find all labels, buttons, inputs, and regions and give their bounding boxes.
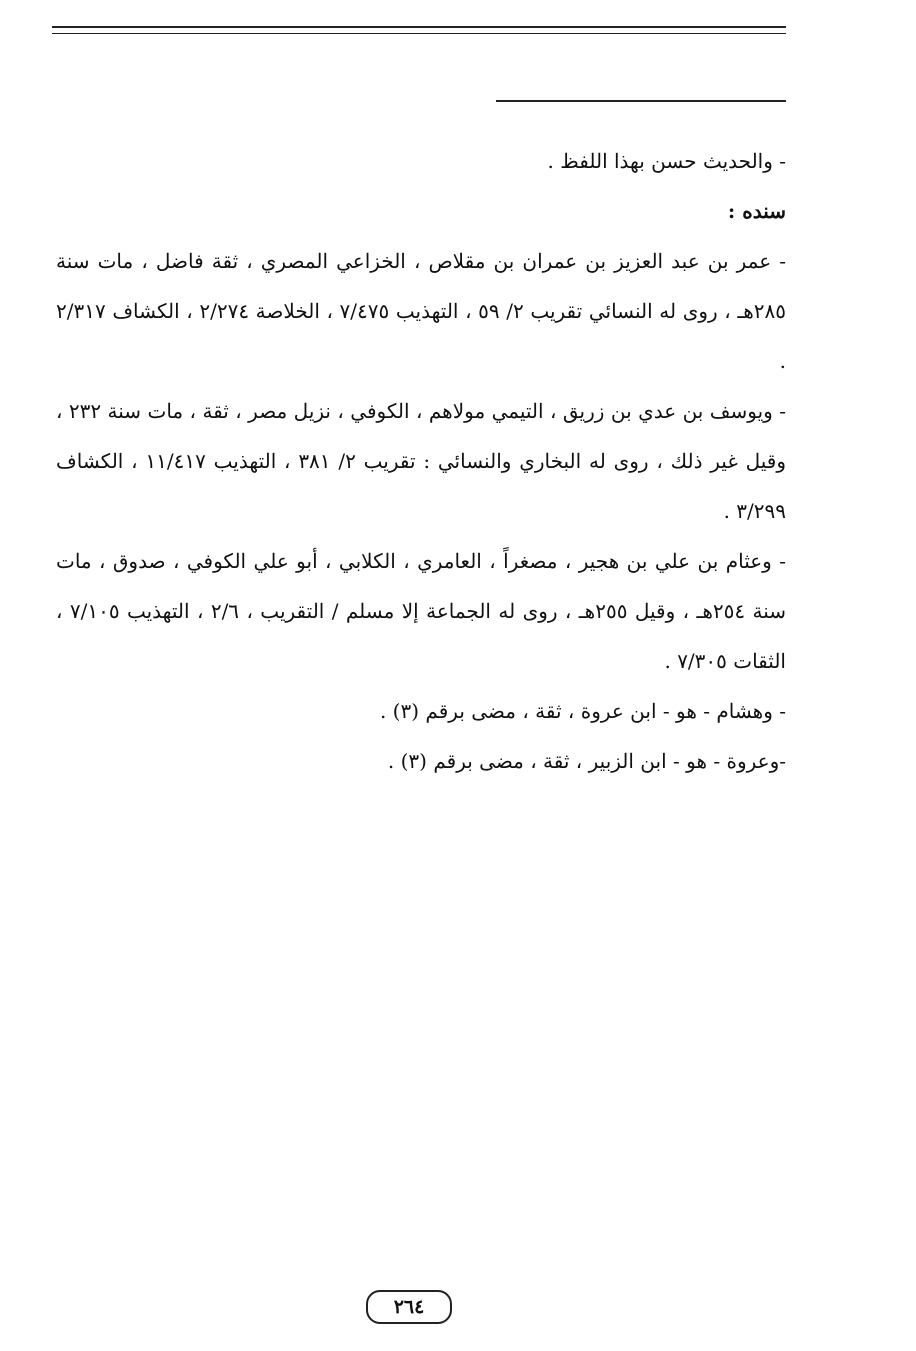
page-number: ٢٦٤ bbox=[366, 1290, 452, 1324]
narrator-entry-hisham: - وهشام - هو - ابن عروة ، ثقة ، مضى برقم (٣) . bbox=[379, 699, 786, 723]
narrator-entry-yusuf: - ويوسف بن عدي بن زريق ، التيمي مولاهم ، الكوفي ، نزيل مصر ، ثقة ، مات سنة ٢٣٢ ، وقيل غير ذلك ، روى له البخاري والنسائي : تقريب ٢/ ٣٨١ ، التهذيب ١١/٤١٧ ، الكشاف ٣/٢٩٩ . bbox=[56, 399, 787, 523]
page-body bbox=[56, 136, 786, 786]
narrator-entry-urwa: -وعروة - هو - ابن الزبير ، ثقة ، مضى برقم (٣) . bbox=[387, 749, 786, 773]
narrator-entry-umar: - عمر بن عبد العزيز بن عمران بن مقلاص ، الخزاعي المصري ، ثقة فاضل ، مات سنة ٢٨٥هـ ، روى له النسائي تقريب ٢/ ٥٩ ، التهذيب ٧/٤٧٥ ، الخلاصة ٢/٢٧٤ ، الكشاف ٢/٣١٧ . bbox=[56, 249, 786, 373]
sanad-heading: سنده : bbox=[727, 199, 786, 223]
header-double-rule bbox=[52, 26, 786, 34]
narrator-entry-aththam: - وعثام بن علي بن هجير ، مصغراً ، العامري ، الكلابي ، أبو علي الكوفي ، صدوق ، مات سنة ٢٥٤هـ ، وقيل ٢٥٥هـ ، روى له الجماعة إلا مسلم / التقريب ، ٢/٦ ، التهذيب ٧/١٠٥ ، الثقات ٧/٣٠٥ . bbox=[56, 549, 787, 673]
section-divider bbox=[496, 100, 786, 102]
intro-line: - والحديث حسن بهذا اللفظ . bbox=[547, 149, 786, 173]
